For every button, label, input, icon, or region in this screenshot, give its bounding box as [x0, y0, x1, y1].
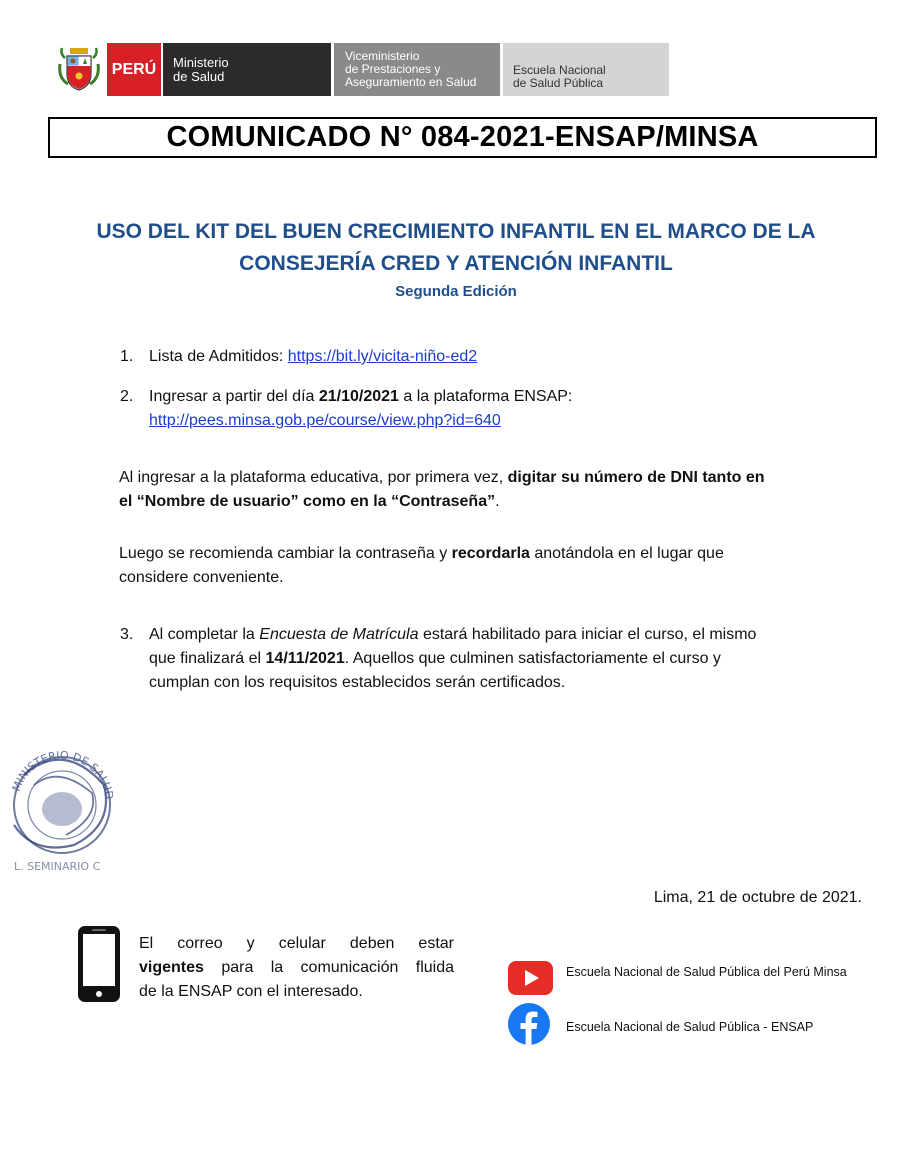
ministry-block [163, 43, 331, 96]
course-end-date: 14/11/2021 [265, 650, 345, 667]
school-line1: Escuela Nacional [513, 62, 606, 77]
contact-note-line2: para la comunicación fluida [221, 959, 455, 976]
survey-text-c: que finalizará el [149, 650, 262, 667]
password-recommendation [119, 542, 864, 590]
access-date: 21/10/2021 [318, 388, 399, 405]
contact-note-line1: El correo y celular deben estar [139, 935, 454, 952]
contact-note-bold: vigentes [139, 959, 204, 976]
login-bold-2: el “Nombre de usuario” como en la “Contraseña” [119, 493, 496, 510]
login-instructions [119, 466, 864, 514]
viceministry-block [334, 43, 500, 96]
official-stamp [4, 745, 116, 877]
contact-note [139, 932, 454, 1004]
coat-of-arms-logo [56, 44, 102, 92]
list-item-3 [149, 623, 869, 695]
edition-label: Segunda Edición [395, 283, 517, 300]
peru-brand-block [107, 43, 161, 96]
list-item-3-number: 3. [120, 626, 134, 643]
survey-name: Encuesta de Matrícula [259, 626, 419, 643]
password-text-post: anotándola en el lugar que [534, 545, 724, 562]
survey-text-d: . Aquellos que culminen satisfactoriamente el curso y [344, 650, 721, 667]
ministry-line1: Ministerio [173, 54, 229, 70]
title-box [48, 117, 877, 158]
stamp-bottom-text: L. SEMINARIO C [14, 860, 101, 873]
login-text-post: . [495, 493, 500, 510]
login-bold-1: digitar su número de DNI tanto en [507, 469, 765, 486]
vice-line1: Viceministerio [345, 49, 420, 63]
stamp-top-text: MINISTERIO DE SALUD [9, 748, 116, 801]
survey-text-b: estará habilitado para iniciar el curso, el mismo [422, 626, 757, 643]
list-item-1-number: 1. [120, 348, 134, 365]
list-item-1 [149, 345, 477, 369]
password-bold: recordarla [451, 545, 530, 562]
youtube-icon[interactable] [507, 960, 554, 996]
subtitle-line2: CONSEJERÍA CRED Y ATENCIÓN INFANTIL [239, 252, 673, 275]
survey-text-e: cumplan con los requisitos establecidos serán certificados. [149, 674, 566, 691]
place-date: Lima, 21 de octubre de 2021. [653, 889, 862, 906]
list-item-2-number: 2. [120, 388, 134, 405]
list-item-2 [149, 385, 572, 409]
school-line2: de Salud Pública [513, 75, 604, 90]
platform-link[interactable]: http://pees.minsa.gob.pe/course/view.php?id=640 [149, 412, 501, 429]
access-text-post: a la plataforma ENSAP: [403, 388, 573, 405]
document-title: COMUNICADO N° 084-2021-ENSAP/MINSA [166, 121, 759, 153]
vice-line2: de Prestaciones y [345, 62, 441, 76]
school-block [503, 43, 669, 96]
peru-brand-text: PERÚ [111, 60, 157, 78]
login-text-pre: Al ingresar a la plataforma educativa, por primera vez, [119, 469, 504, 486]
subtitle-line1: USO DEL KIT DEL BUEN CRECIMIENTO INFANTIL EN EL MARCO DE LA [96, 220, 816, 243]
vice-line3: Aseguramiento en Salud [345, 75, 477, 89]
facebook-page-label[interactable]: Escuela Nacional de Salud Pública - ENSAP [566, 1020, 814, 1034]
access-text-pre: Ingresar a partir del día [149, 388, 315, 405]
ministry-line2: de Salud [173, 68, 225, 84]
admitted-list-label: Lista de Admitidos: [149, 348, 284, 365]
password-text-line2: considere conveniente. [119, 569, 284, 586]
mobile-phone-icon [76, 924, 122, 1004]
facebook-icon[interactable] [507, 1002, 551, 1046]
youtube-channel-label[interactable]: Escuela Nacional de Salud Pública del Perú Minsa [566, 965, 847, 979]
survey-text-a: Al completar la [149, 626, 255, 643]
admitted-list-link[interactable]: https://bit.ly/vicita-niño-ed2 [287, 348, 478, 365]
password-text-pre: Luego se recomienda cambiar la contraseña y [119, 545, 448, 562]
contact-note-line3: de la ENSAP con el interesado. [139, 983, 363, 1000]
